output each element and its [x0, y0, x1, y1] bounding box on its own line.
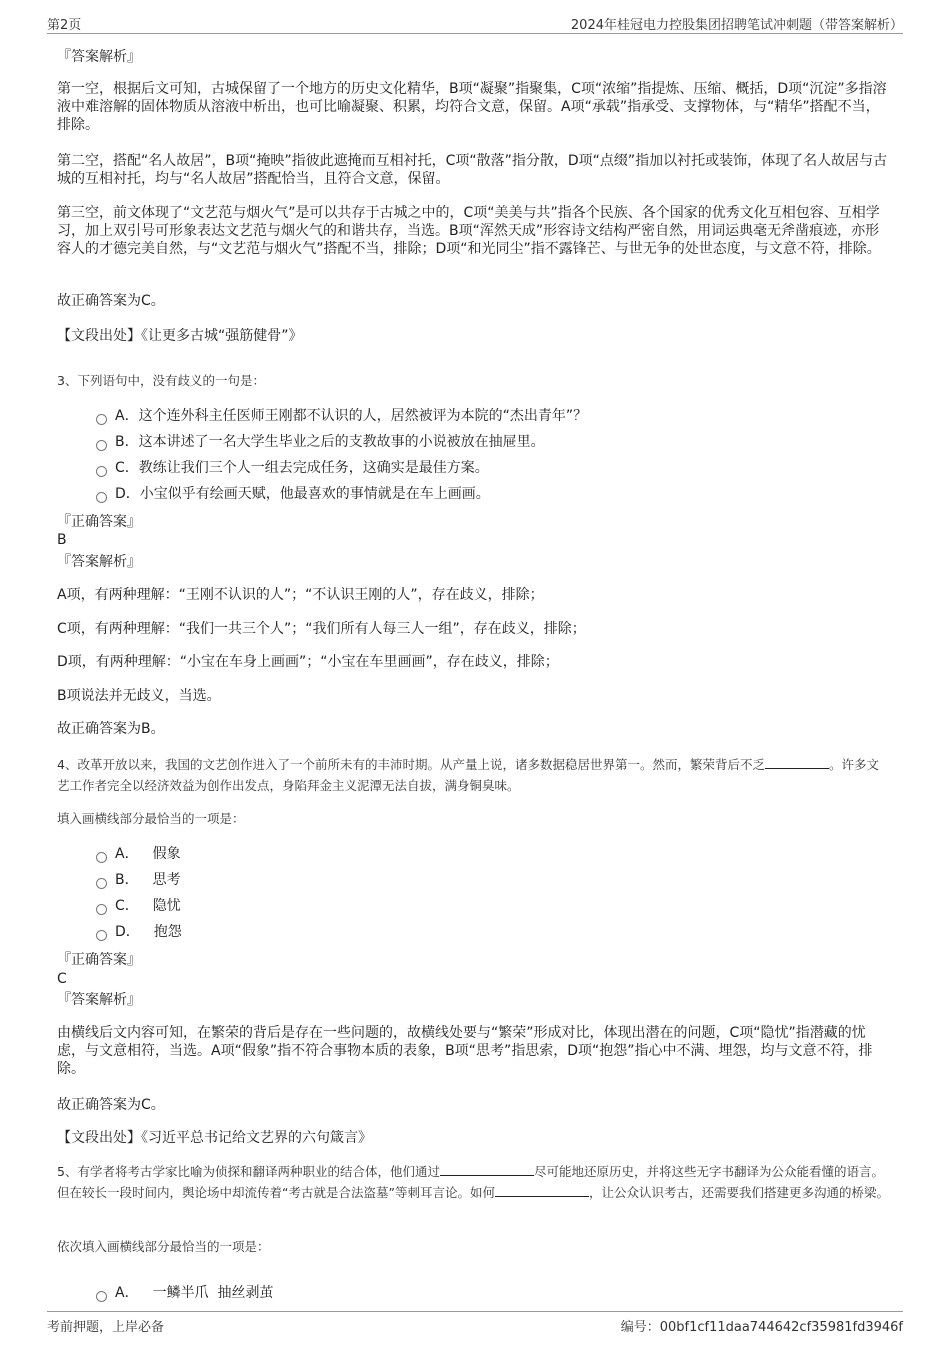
q3-option-d-text: D．小宝似乎有绘画天赋，他最喜欢的事情就是在车上画画。	[115, 486, 490, 502]
page-number: 第2页	[47, 18, 82, 33]
q4-option-d-text: 抱怨	[153, 924, 182, 940]
q5-prompt: 依次填入画横线部分最恰当的一项是：	[57, 1239, 270, 1254]
q4-option-a-letter: A．	[115, 846, 139, 862]
q5-question-part3: ，让公众认识考古，还需要我们搭建更多沟通的桥梁。	[588, 1185, 889, 1200]
footer-slogan: 考前押题，上岸必备	[47, 1320, 165, 1335]
q4-option-c[interactable]	[96, 897, 181, 915]
q4-option-b[interactable]	[96, 871, 181, 889]
q3-analysis-a: A项，有两种理解：“王刚不认识的人”；“不认识王刚的人”，存在歧义，排除；	[57, 587, 544, 603]
q4-option-b-text: 思考	[152, 872, 181, 888]
q4-question-part1: 4、改革开放以来，我国的文艺创作进入了一个前所未有的丰沛时期。从产量上说，诸多数据稳居世界第一。然而，繁荣背后不乏	[57, 757, 765, 772]
q3-analysis-label: 『答案解析』	[57, 554, 141, 570]
q3-option-b-text: B．这本讲述了一名大学生毕业之后的支教故事的小说被放在抽屉里。	[115, 434, 545, 450]
q3-option-c[interactable]	[96, 459, 489, 477]
radio-icon[interactable]	[96, 440, 107, 451]
page-footer	[47, 1311, 903, 1336]
q4-option-b-letter: B．	[115, 872, 139, 888]
document-title: 2024年桂冠电力控股集团招聘笔试冲刺题（带答案解析）	[570, 18, 903, 33]
q4-answer-label: 『正确答案』	[57, 952, 141, 968]
q5-blank-1	[440, 1163, 534, 1176]
document-id: 编号：00bf1cf11daa744642cf35981fd3946f	[620, 1320, 903, 1335]
q3-option-c-text: C．教练让我们三个人一组去完成任务，这确实是最佳方案。	[115, 460, 489, 476]
q3-question: 3、下列语句中，没有歧义的一句是：	[57, 373, 265, 388]
q2-analysis-para1: 第一空，根据后文可知，古城保留了一个地方的历史文化精华，B项“凝聚”指聚集，C项“浓缩”指提炼、压缩、概括，D项“沉淀”多指溶液中难溶解的固体物质从溶液中析出，也可比喻凝聚、积累，均符合文意，保留。A项“承载”指承受、支撑物体，与“精华”搭配不当，排除。	[57, 81, 887, 133]
q4-option-a[interactable]	[96, 845, 181, 863]
radio-icon[interactable]	[96, 930, 107, 941]
q5-option-a-letter: A．	[115, 1285, 139, 1301]
q4-option-d-letter: D．	[115, 924, 140, 940]
q3-conclusion: 故正确答案为B。	[57, 721, 165, 737]
radio-icon[interactable]	[96, 878, 107, 889]
q4-conclusion: 故正确答案为C。	[57, 1097, 165, 1113]
q5-question	[57, 1161, 891, 1203]
q4-prompt: 填入画横线部分最恰当的一项是：	[57, 811, 245, 826]
q2-analysis-label: 『答案解析』	[57, 49, 141, 65]
q5-question-part1: 5、有学者将考古学家比喻为侦探和翻译两种职业的结合体，他们通过	[57, 1164, 440, 1179]
q4-option-a-text: 假象	[152, 846, 181, 862]
q3-analysis-c: C项，有两种理解：“我们一共三个人”；“我们所有人每三人一组”，存在歧义，排除；	[57, 621, 586, 637]
q3-option-d[interactable]	[96, 485, 490, 503]
q2-analysis-para2: 第二空，搭配“名人故居”，B项“掩映”指彼此遮掩而互相衬托，C项“散落”指分散，D项“点缀”指加以衬托或装饰，体现了名人故居与古城的互相衬托，均与“名人故居”搭配恰当，且符合文意，保留。	[57, 153, 888, 187]
radio-icon[interactable]	[96, 492, 107, 503]
q4-question-part2: 。许多文艺工作者完全以经济效益为创作出发点，身陷拜金主义泥潭无法自拔，满身铜臭味。	[57, 757, 879, 793]
q4-source: 【文段出处】《习近平总书记给文艺界的六句箴言》	[57, 1130, 372, 1146]
q4-question	[57, 754, 891, 796]
q4-analysis-label: 『答案解析』	[57, 992, 141, 1008]
radio-icon[interactable]	[96, 414, 107, 425]
q2-source: 【文段出处】《让更多古城“强筋健骨”》	[57, 328, 303, 344]
q3-analysis-d: D项，有两种理解：“小宝在车身上画画”；“小宝在车里画画”，存在歧义，排除；	[57, 654, 559, 670]
q2-conclusion: 故正确答案为C。	[57, 293, 165, 309]
q2-analysis-para3: 第三空，前文体现了“文艺范与烟火气”是可以共存于古城之中的，C项“美美与共”指各个民族、各个国家的优秀文化互相包容、互相学习，加上双引号可形象表达文艺范与烟火气的和谐共存，当选。B项“浑然天成”形容诗文结构严密自然，用词运典毫无斧凿痕迹，亦形容人的才德完美自然，与“文艺范与烟火气”搭配不当，排除；D项“和光同尘”指不露锋芒、与世无争的处世态度，与文意不符，排除。	[57, 205, 881, 257]
q3-answer-label: 『正确答案』	[57, 514, 141, 530]
q4-option-c-text: 隐忧	[152, 898, 181, 914]
q3-option-a-text: A．这个连外科主任医师王刚都不认识的人，居然被评为本院的“杰出青年”？	[115, 408, 588, 424]
radio-icon[interactable]	[96, 904, 107, 915]
radio-icon[interactable]	[96, 852, 107, 863]
q4-answer: C	[57, 971, 67, 987]
q3-answer: B	[57, 532, 67, 548]
q5-option-a[interactable]	[96, 1284, 273, 1302]
q3-analysis-b: B项说法并无歧义，当选。	[57, 688, 221, 704]
page-header	[47, 11, 903, 34]
q3-option-a[interactable]	[96, 407, 587, 425]
radio-icon[interactable]	[96, 1291, 107, 1302]
q4-blank	[765, 756, 829, 769]
q5-blank-2	[495, 1184, 589, 1197]
q4-option-c-letter: C．	[115, 898, 139, 914]
q5-question-part2: 尽可能地还原历史，并将这些无字书翻译为公众能看懂的语言。但在较长一段时间内，舆论场中却流传着“考古就是合法盗墓”等刺耳言论。如何	[57, 1164, 884, 1200]
q4-analysis: 由横线后文内容可知，在繁荣的背后是存在一些问题的，故横线处要与“繁荣”形成对比，体现出潜在的问题，C项“隐忧”指潜藏的忧虑，与文意相符，当选。A项“假象”指不符合事物本质的表象，B项“思考”指思索，D项“抱怨”指心中不满、埋怨，均与文意不符，排除。	[57, 1025, 873, 1077]
q3-option-b[interactable]	[96, 433, 545, 451]
q5-option-a-text: 一鳞半爪 抽丝剥茧	[152, 1285, 274, 1301]
radio-icon[interactable]	[96, 466, 107, 477]
q4-option-d[interactable]	[96, 923, 182, 941]
